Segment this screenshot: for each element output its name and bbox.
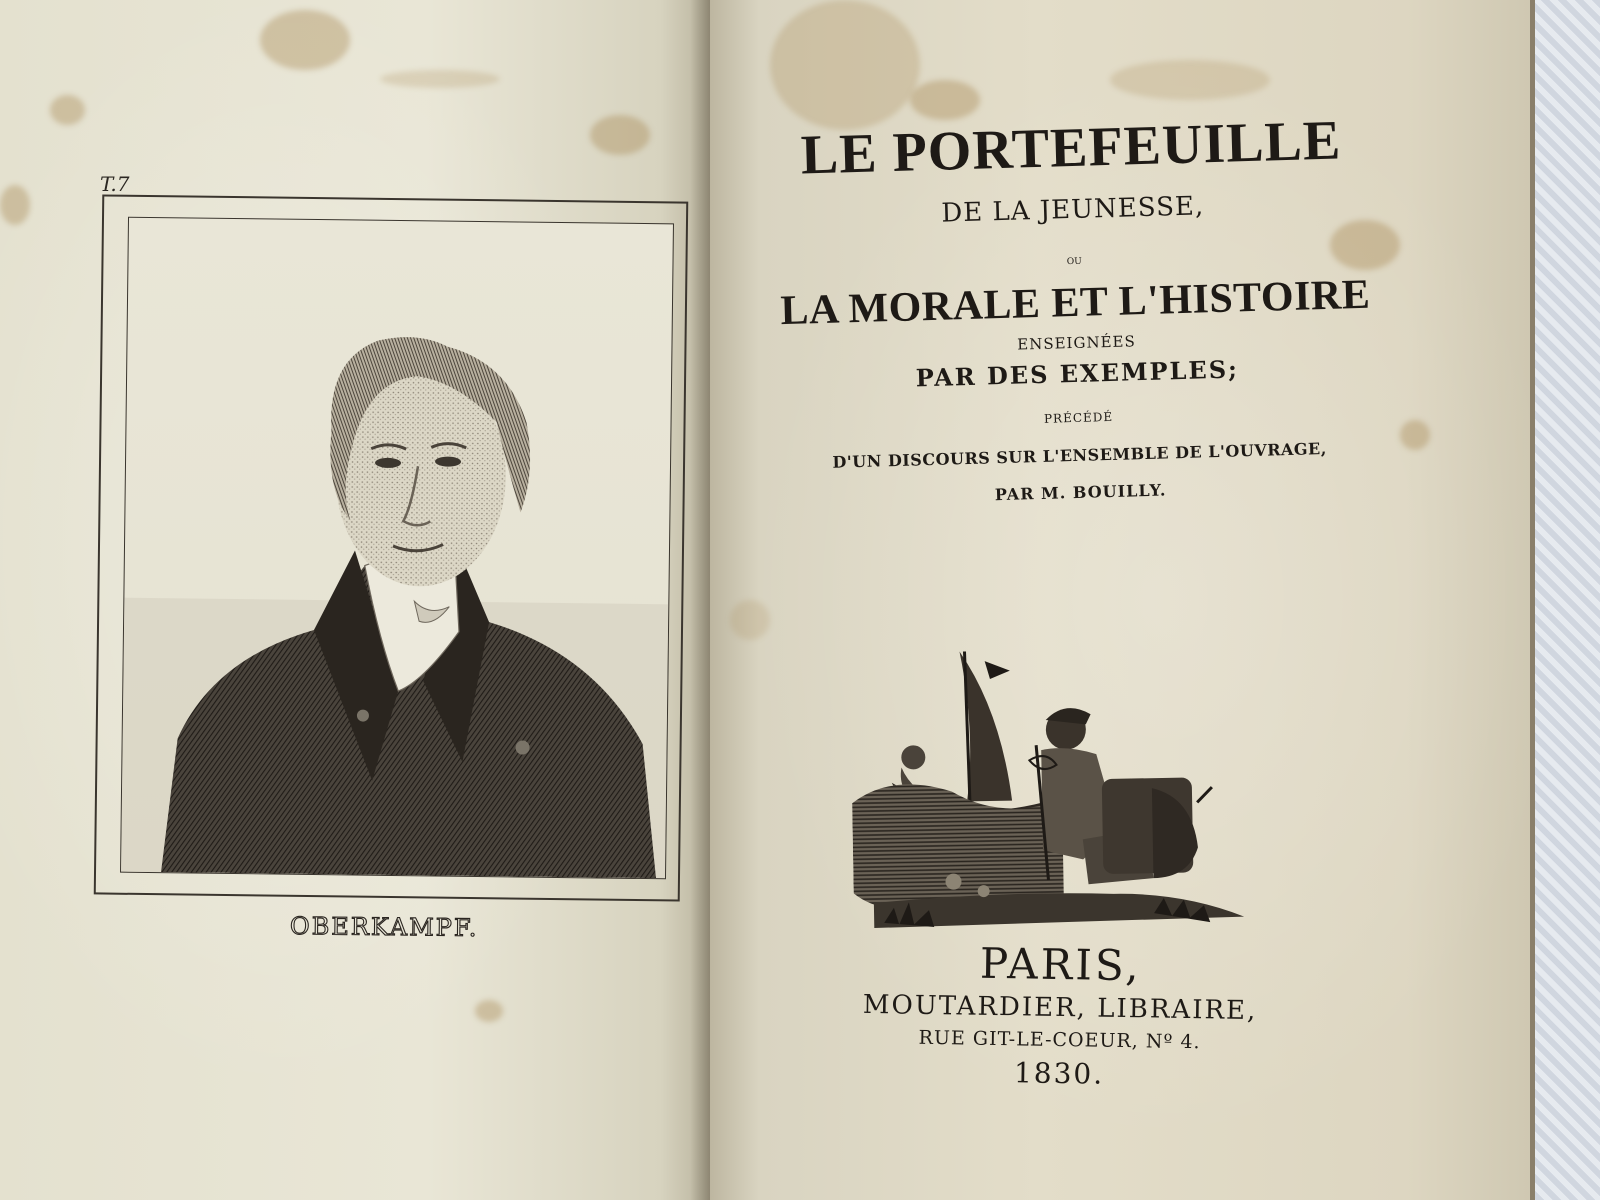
- book-subtitle: DE LA JEUNESSE,: [940, 190, 1205, 229]
- publisher-imprint: [799, 936, 1321, 1094]
- plate-number: T.7: [100, 172, 130, 196]
- title-line-precede: PRÉCÉDÉ: [1043, 409, 1114, 426]
- foxing-stain: [475, 1000, 503, 1022]
- book-alt-title: LA MORALE ET L'HISTOIRE: [779, 272, 1371, 335]
- imprint-city: PARIS,: [979, 938, 1142, 991]
- right-page-title: [710, 0, 1530, 1200]
- portrait-engraving: [120, 217, 674, 880]
- title-line-discours: D'UN DISCOURS SUR L'ENSEMBLE DE L'OUVRAGE,: [832, 438, 1328, 472]
- title-conjunction: ou: [1066, 252, 1082, 269]
- foxing-stain: [730, 600, 770, 640]
- foxing-stain: [260, 10, 350, 70]
- foxing-stain: [1110, 60, 1270, 100]
- imprint-year: 1830.: [1013, 1056, 1105, 1091]
- foxing-stain: [50, 95, 85, 125]
- foxing-stain: [380, 70, 500, 88]
- book-author: PAR M. BOUILLY.: [994, 480, 1167, 505]
- portrait-caption: OBERKAMPF.: [289, 912, 479, 942]
- imprint-address: RUE GIT-LE-COEUR, Nº 4.: [918, 1026, 1201, 1054]
- foxing-stain: [0, 185, 30, 225]
- title-line-exemples: PAR DES EXEMPLES;: [915, 354, 1240, 393]
- book-title: LE PORTEFEUILLE: [800, 109, 1343, 187]
- ship-vignette-illustration: [849, 647, 1244, 944]
- foxing-stain: [1400, 420, 1430, 450]
- foxing-stain: [770, 0, 920, 130]
- foxing-stain: [590, 115, 650, 155]
- title-block: [760, 101, 1391, 510]
- left-page-frontispiece: [0, 0, 710, 1200]
- imprint-publisher: MOUTARDIER, LIBRAIRE,: [862, 989, 1258, 1027]
- title-line-enseignees: ENSEIGNÉES: [1017, 331, 1136, 354]
- portrait-illustration: [121, 218, 673, 879]
